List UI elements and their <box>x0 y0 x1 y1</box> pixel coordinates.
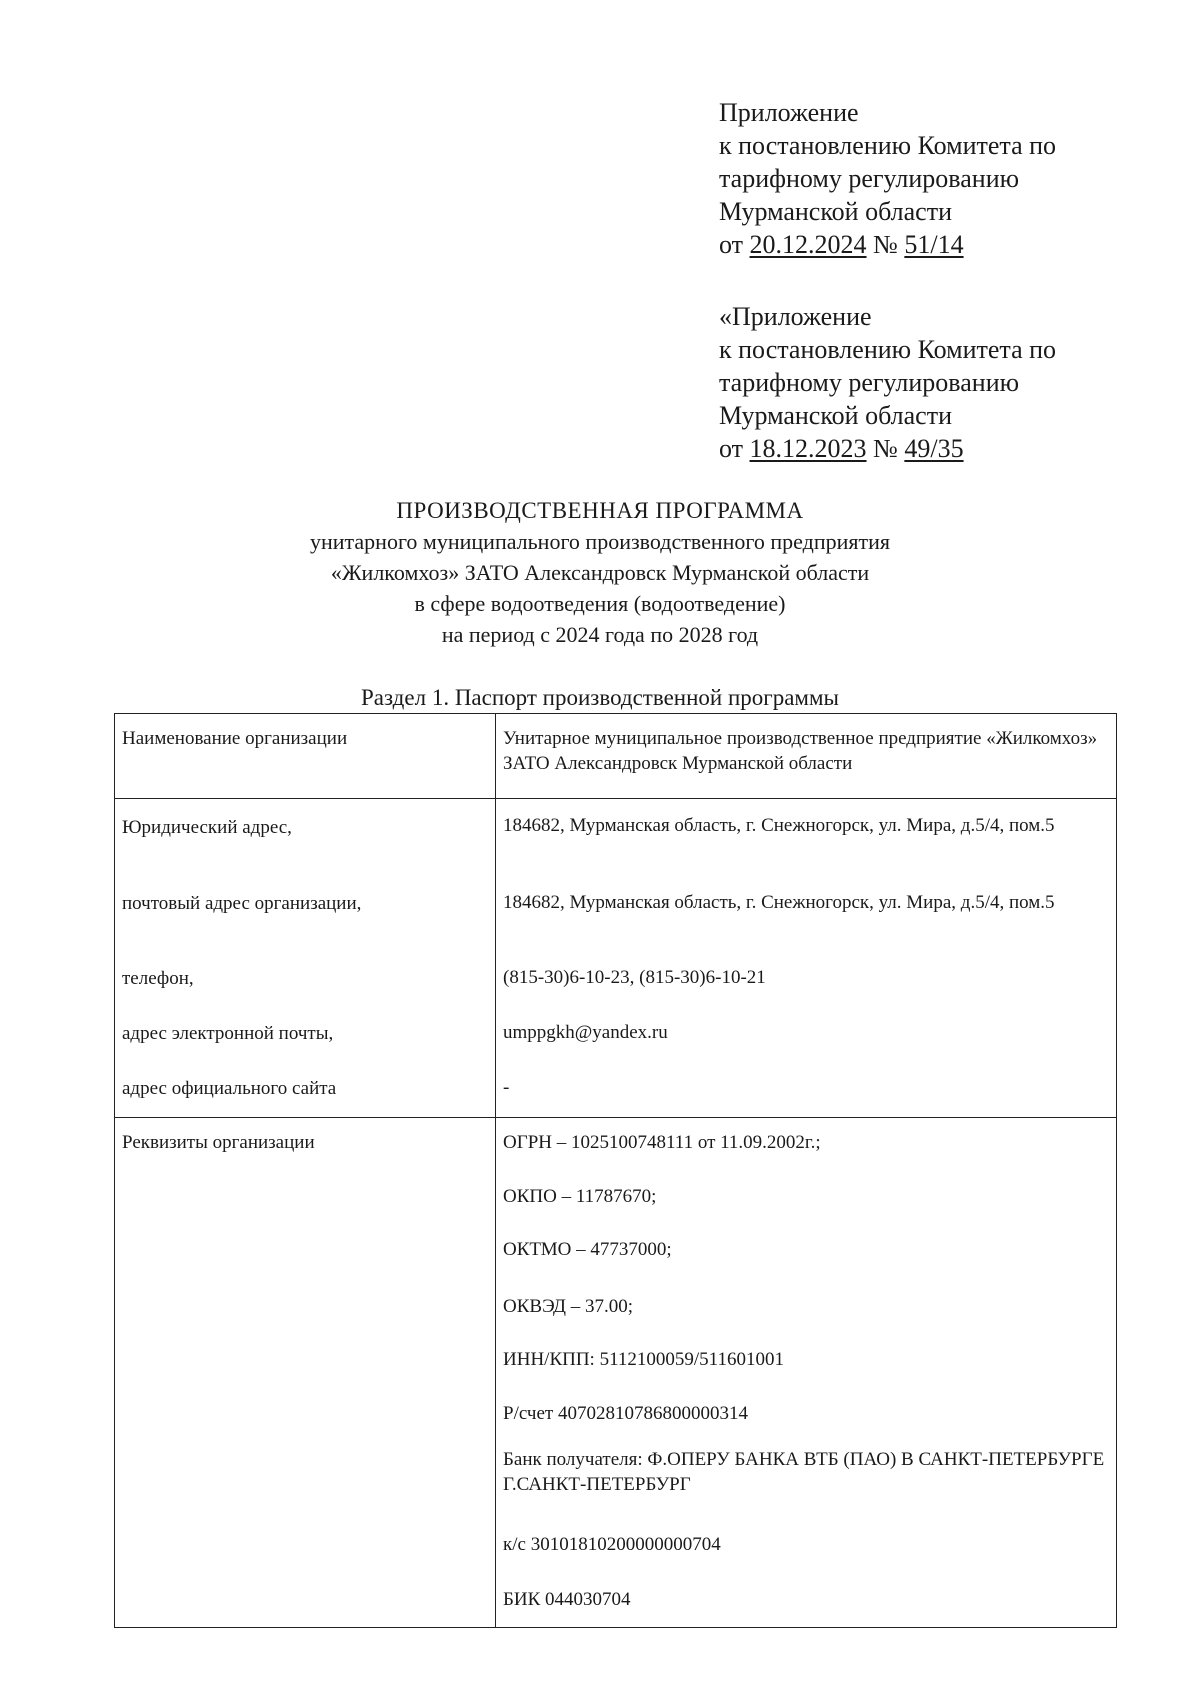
program-heading <box>0 495 1200 650</box>
appendix-previous-date-line <box>719 432 1056 465</box>
okved-value: ОКВЭД – 37.00; <box>503 1296 634 1317</box>
requisites-value-cell <box>496 1118 1117 1628</box>
appendix-previous-line4: Мурманской области <box>719 401 952 430</box>
program-period-line: на период с 2024 года по 2028 год <box>441 622 759 647</box>
okpo-value: ОКПО – 11787670; <box>503 1186 657 1207</box>
appendix-current-line1: Приложение <box>719 98 859 127</box>
contacts-label-cell <box>115 799 496 1118</box>
legal-address-label: Юридический адрес, <box>122 817 292 838</box>
appendix-current-line4: Мурманской области <box>719 197 952 226</box>
table-row-requisites <box>115 1118 1117 1628</box>
appendix-previous-line2: к постановлению Комитета по <box>719 335 1057 364</box>
program-org-name-line: «Жилкомхоз» ЗАТО Александровск Мурманской области <box>330 560 870 585</box>
ogrn-value: ОГРН – 1025100748111 от 11.09.2002г.; <box>503 1132 821 1153</box>
org-name-value: Унитарное муниципальное производственное предприятие «Жилкомхоз» ЗАТО Александровск Мурманской области <box>503 728 1098 774</box>
inn-kpp-value: ИНН/КПП: 5112100059/511601001 <box>503 1349 784 1370</box>
email-value: umppgkh@yandex.ru <box>503 1022 668 1043</box>
program-org-line: унитарного муниципального производственного предприятия <box>309 529 891 554</box>
section-title: Раздел 1. Паспорт производственной программы <box>361 685 839 710</box>
bank-value: Банк получателя: Ф.ОПЕРУ БАНКА ВТБ (ПАО) В САНКТ-ПЕТЕРБУРГЕ Г.САНКТ-ПЕТЕРБУРГ <box>503 1449 1105 1495</box>
phone-value: (815-30)6-10-23, (815-30)6-10-21 <box>503 967 766 988</box>
appendix-current-number: 51/14 <box>904 230 964 259</box>
oktmo-value: ОКТМО – 47737000; <box>503 1239 672 1260</box>
account-value: Р/счет 40702810786800000314 <box>503 1403 748 1424</box>
appendix-current-date-line <box>719 228 1056 261</box>
org-name-label: Наименование организации <box>122 728 348 749</box>
appendix-previous-number: 49/35 <box>904 434 964 463</box>
postal-address-value: 184682, Мурманская область, г. Снежногорск, ул. Мира, д.5/4, пом.5 <box>503 892 1055 913</box>
appendix-previous-block <box>719 300 1056 465</box>
email-label: адрес электронной почты, <box>122 1023 334 1044</box>
requisites-label: Реквизиты организации <box>122 1132 315 1153</box>
appendix-previous-number-sign: № <box>873 434 898 463</box>
program-title: ПРОИЗВОДСТВЕННАЯ ПРОГРАММА <box>396 498 804 523</box>
appendix-current-from-word: от <box>719 230 744 259</box>
appendix-current-line3: тарифному регулированию <box>719 164 1020 193</box>
table-row-org-name <box>115 714 1117 799</box>
contacts-value-cell <box>496 799 1117 1118</box>
appendix-current-date: 20.12.2024 <box>749 230 867 259</box>
website-value: - <box>503 1077 510 1098</box>
appendix-current-number-sign: № <box>873 230 898 259</box>
appendix-previous-from-word: от <box>719 434 744 463</box>
website-label: адрес официального сайта <box>122 1078 337 1099</box>
appendix-previous-line3: тарифному регулированию <box>719 368 1020 397</box>
phone-label: телефон, <box>122 968 194 989</box>
org-name-value-cell <box>496 714 1117 799</box>
corr-account-value: к/с 30101810200000000704 <box>503 1534 721 1555</box>
appendix-previous-date: 18.12.2023 <box>749 434 867 463</box>
bik-value: БИК 044030704 <box>503 1589 631 1610</box>
appendix-current-block <box>719 96 1056 261</box>
appendix-previous-line1: «Приложение <box>719 302 872 331</box>
appendix-current-line2: к постановлению Комитета по <box>719 131 1057 160</box>
legal-address-value: 184682, Мурманская область, г. Снежногорск, ул. Мира, д.5/4, пом.5 <box>503 815 1055 836</box>
passport-table <box>114 713 1117 1628</box>
requisites-label-cell <box>115 1118 496 1628</box>
postal-address-label: почтовый адрес организации, <box>122 893 362 914</box>
org-name-label-cell <box>115 714 496 799</box>
table-row-contacts <box>115 799 1117 1118</box>
program-sphere-line: в сфере водоотведения (водоотведение) <box>414 591 786 616</box>
